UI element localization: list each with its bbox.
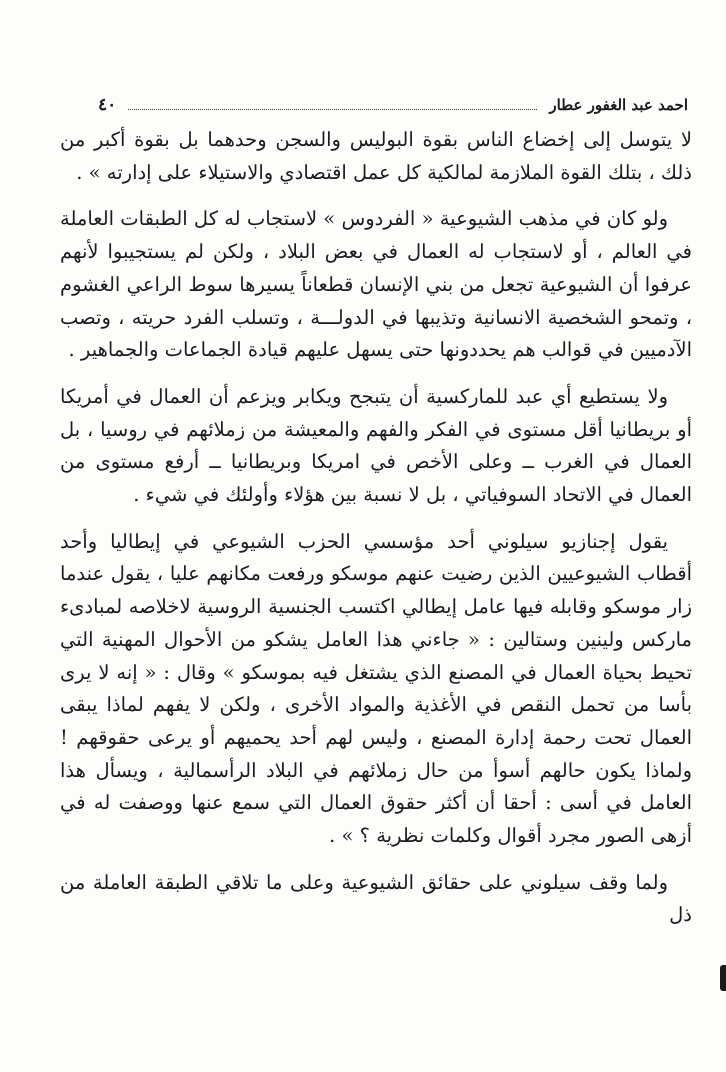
- paragraph-2: ولو كان في مذهب الشيوعية « الفردوس » لاستجاب له كل الطبقات العاملة في العالم ، أو لاستجاب له العمال في بعض البلاد ، ولكن لم يستجيبوا لأنهم عرفوا أن الشيوعية تجعل من بني الإنسان قطعاناً يسيرها سوط الراعي الغشوم ، وتمحو الشخصية الانسانية وتذيبها في الدولـــة ، وتسلب الفرد حريته ، وتصب الآدميين في قوالب هم يحددونها حتى يسهل عليهم قيادة الجماعات والجماهير .: [60, 207, 692, 362]
- running-header: [98, 92, 688, 118]
- paragraph-4: يقول إجنازيو سيلوني أحد مؤسسي الحزب الشيوعي في إيطاليا وأحد أقطاب الشيوعيين الذين رضيت عنهم موسكو ورفعت مكانهم عليا ، يقول عندما زار موسكو وقابله فيها عامل إيطالي اكتسب الجنسية الروسية لاخلاصه لمبادىء ماركس ولينين وستالين : « جاءني هذا العامل يشكو من الأحوال المهنية التي تحيط بحياة العمال في المصنع الذي يشتغل فيه بموسكو » وقال : « إنه لا يرى بأسا من تحمل النقص في الأغذية والمواد الأخرى ، ولكن لا يفهم لماذا يبقى العمال تحت رحمة إدارة المصنع ، وليس لهم أحد يحميهم أو يرعى حقوقهم ! ولماذا يكون حالهم أسوأ من حال زملائهم في البلاد الرأسمالية ، ويسأل هذا العامل في أسى : أحقا أن أكثر حقوق العمال التي سمع عنها ووصفت له في أزهى الصور مجرد أقوال وكلمات نظرية ؟ » .: [60, 529, 692, 848]
- paragraph-3: ولا يستطيع أي عبد للماركسية أن يتبجح ويكابر ويزعم أن العمال في أمريكا أو بريطانيا أقل مستوى في الفكر والفهم والمعيشة من زملائهم في روسيا ، بل العمال في الغرب ــ وعلى الأخص في امريكا وبريطانيا ــ أرفع مستوى من العمال في الاتحاد السوفياتي ، بل لا نسبة بين هؤلاء وأولئك في شيء .: [60, 384, 692, 507]
- page-number: ٤٠: [98, 95, 117, 115]
- page-edge-mark: [720, 965, 726, 991]
- paragraph-1: لا يتوسل إلى إخضاع الناس بقوة البوليس والسجن وحدهما بل بقوة أكبر من ذلك ، بتلك القوة الملازمة لمالكية كل عمل اقتصادي والاستيلاء على إدارته » .: [60, 128, 692, 184]
- page-body-text: [60, 124, 692, 932]
- header-dotted-rule: [128, 109, 537, 110]
- header-author: احمد عبد الغفور عطار: [549, 96, 688, 114]
- paragraph-5: ولما وقف سيلوني على حقائق الشيوعية وعلى ما تلاقي الطبقة العاملة من ذل: [60, 870, 692, 927]
